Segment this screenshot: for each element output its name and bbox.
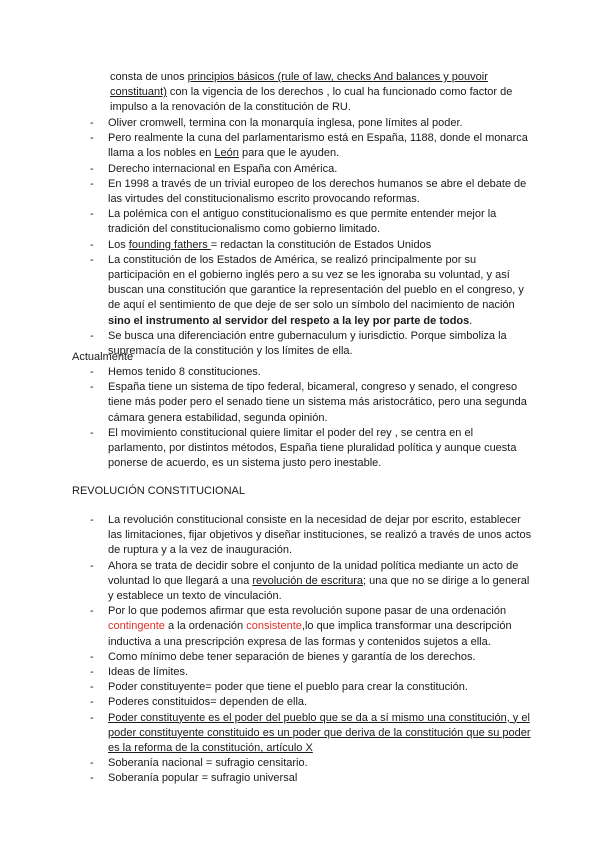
intro-underlined-text: principios básicos (rule of law, checks And balances y pouvoir constituant) — [110, 71, 488, 98]
list-item: - Soberanía popular = sufragio universal — [72, 771, 534, 786]
intro-text-end: con la vigencia de los derechos , lo cual ha funcionado como factor de impulso a la renovación de la constitución de RU. — [110, 86, 513, 113]
bold-statement: sino el instrumento al servidor del respeto a la ley por parte de todos — [108, 314, 470, 327]
list-item: - Pero realmente la cuna del parlamentarismo está en España, 1188, donde el monarca llama a los nobles en León para que le ayuden. — [72, 131, 534, 161]
intro-text: consta de unos — [110, 71, 188, 83]
list-item: - Se busca una diferenciación entre gubernaculum y iurisdictio. Porque simboliza la supremacía de la constitución y los límites de ella. — [72, 329, 534, 359]
list-item: - La revolución constitucional consiste en la necesidad de dejar por escrito, establecer las limitaciones, fijar objetivos y diseñar instituciones, se realizó a través de unos actos de ruptura y a la vez de inauguración. — [72, 513, 534, 559]
list-item: - El movimiento constitucional quiere limitar el poder del rey , se centra en el parlamento, por distintos métodos, España tiene pluralidad política y aunque cuesta ponerse de acuerdo, es un sistema justo pero inestable. — [72, 426, 534, 472]
actualmente-heading: Actualmente — [72, 351, 134, 363]
underlined-definition: Poder constituyente es el poder del pueblo que se da a sí mismo una constitución, y el poder constituyente constituido es un poder que deriva de la constitución que su poder es la reforma de la constitución, artículo X — [108, 711, 531, 755]
list-item: - Derecho internacional en España con América. — [72, 162, 534, 177]
list-item: - La constitución de los Estados de América, se realizó principalmente por su participación en el gobierno inglés pero a su vez se les ignoraba su voluntad, y así buscan una constitución que garantice la representación del pueblo en el congreso, y de aquí el sentimiento de que deje de ser solo un símbolo del nacimiento de nación sino el instrumento al servidor del respeto a la ley por parte de todos. — [72, 253, 534, 329]
founding-fathers-text: founding fathers — [128, 238, 211, 251]
list-item: - España tiene un sistema de tipo federal, bicameral, congreso y senado, el congreso tiene más poder pero el senado tiene un sistema más aristocrático, pero una segunda cámara genera estabilidad, segunda opinión. — [72, 380, 534, 426]
list-item: - Poder constituyente= poder que tiene el pueblo para crear la constitución. — [72, 680, 534, 695]
list-item: - Ahora se trata de decidir sobre el conjunto de la unidad política mediante un acto de voluntad lo que llegará a una revolución de escritura; una que no se dirige a lo general y establece un texto de vinculación. — [72, 559, 534, 605]
list-item — [72, 711, 534, 757]
list-item: - Ideas de límites. — [72, 665, 534, 680]
list-item: - Como mínimo debe tener separación de bienes y garantía de los derechos. — [72, 650, 534, 665]
list-item: - La polémica con el antiguo constitucionalismo es que permite entender mejor la tradición del constitucionalismo como gobierno limitado. — [72, 207, 534, 237]
red-term-contingente: contingente — [108, 620, 165, 633]
list-item: - Soberanía nacional = sufragio censitario. — [72, 756, 534, 771]
actualmente-list — [72, 365, 534, 471]
list-item: - Oliver cromwell, termina con la monarquía inglesa, pone límites al poder. — [72, 116, 534, 131]
history-list — [72, 116, 534, 359]
list-item: - Hemos tenido 8 constituciones. — [72, 365, 534, 380]
list-item: - Por lo que podemos afirmar que esta revolución supone pasar de una ordenación contingente a la ordenación consistente,lo que implica transformar una descripción inductiva a una prescripción expresa de las formas y contenidos sujetos a ella. — [72, 604, 534, 650]
intro-paragraph — [110, 70, 530, 115]
list-item: - Los founding fathers = redactan la constitución de Estados Unidos — [72, 238, 534, 253]
red-term-consistente: consistente — [246, 620, 302, 633]
list-item: - En 1998 a través de un trivial europeo de los derechos humanos se abre el debate de las virtudes del constitucionalismo escrito provocando reformas. — [72, 177, 534, 207]
revolucion-list — [72, 513, 534, 787]
section-heading: REVOLUCIÓN CONSTITUCIONAL — [72, 485, 245, 497]
leon-link[interactable]: León — [214, 147, 239, 160]
underlined-term: revolución de escritura — [252, 574, 364, 587]
list-item: - Poderes constituidos= dependen de ella. — [72, 695, 534, 710]
